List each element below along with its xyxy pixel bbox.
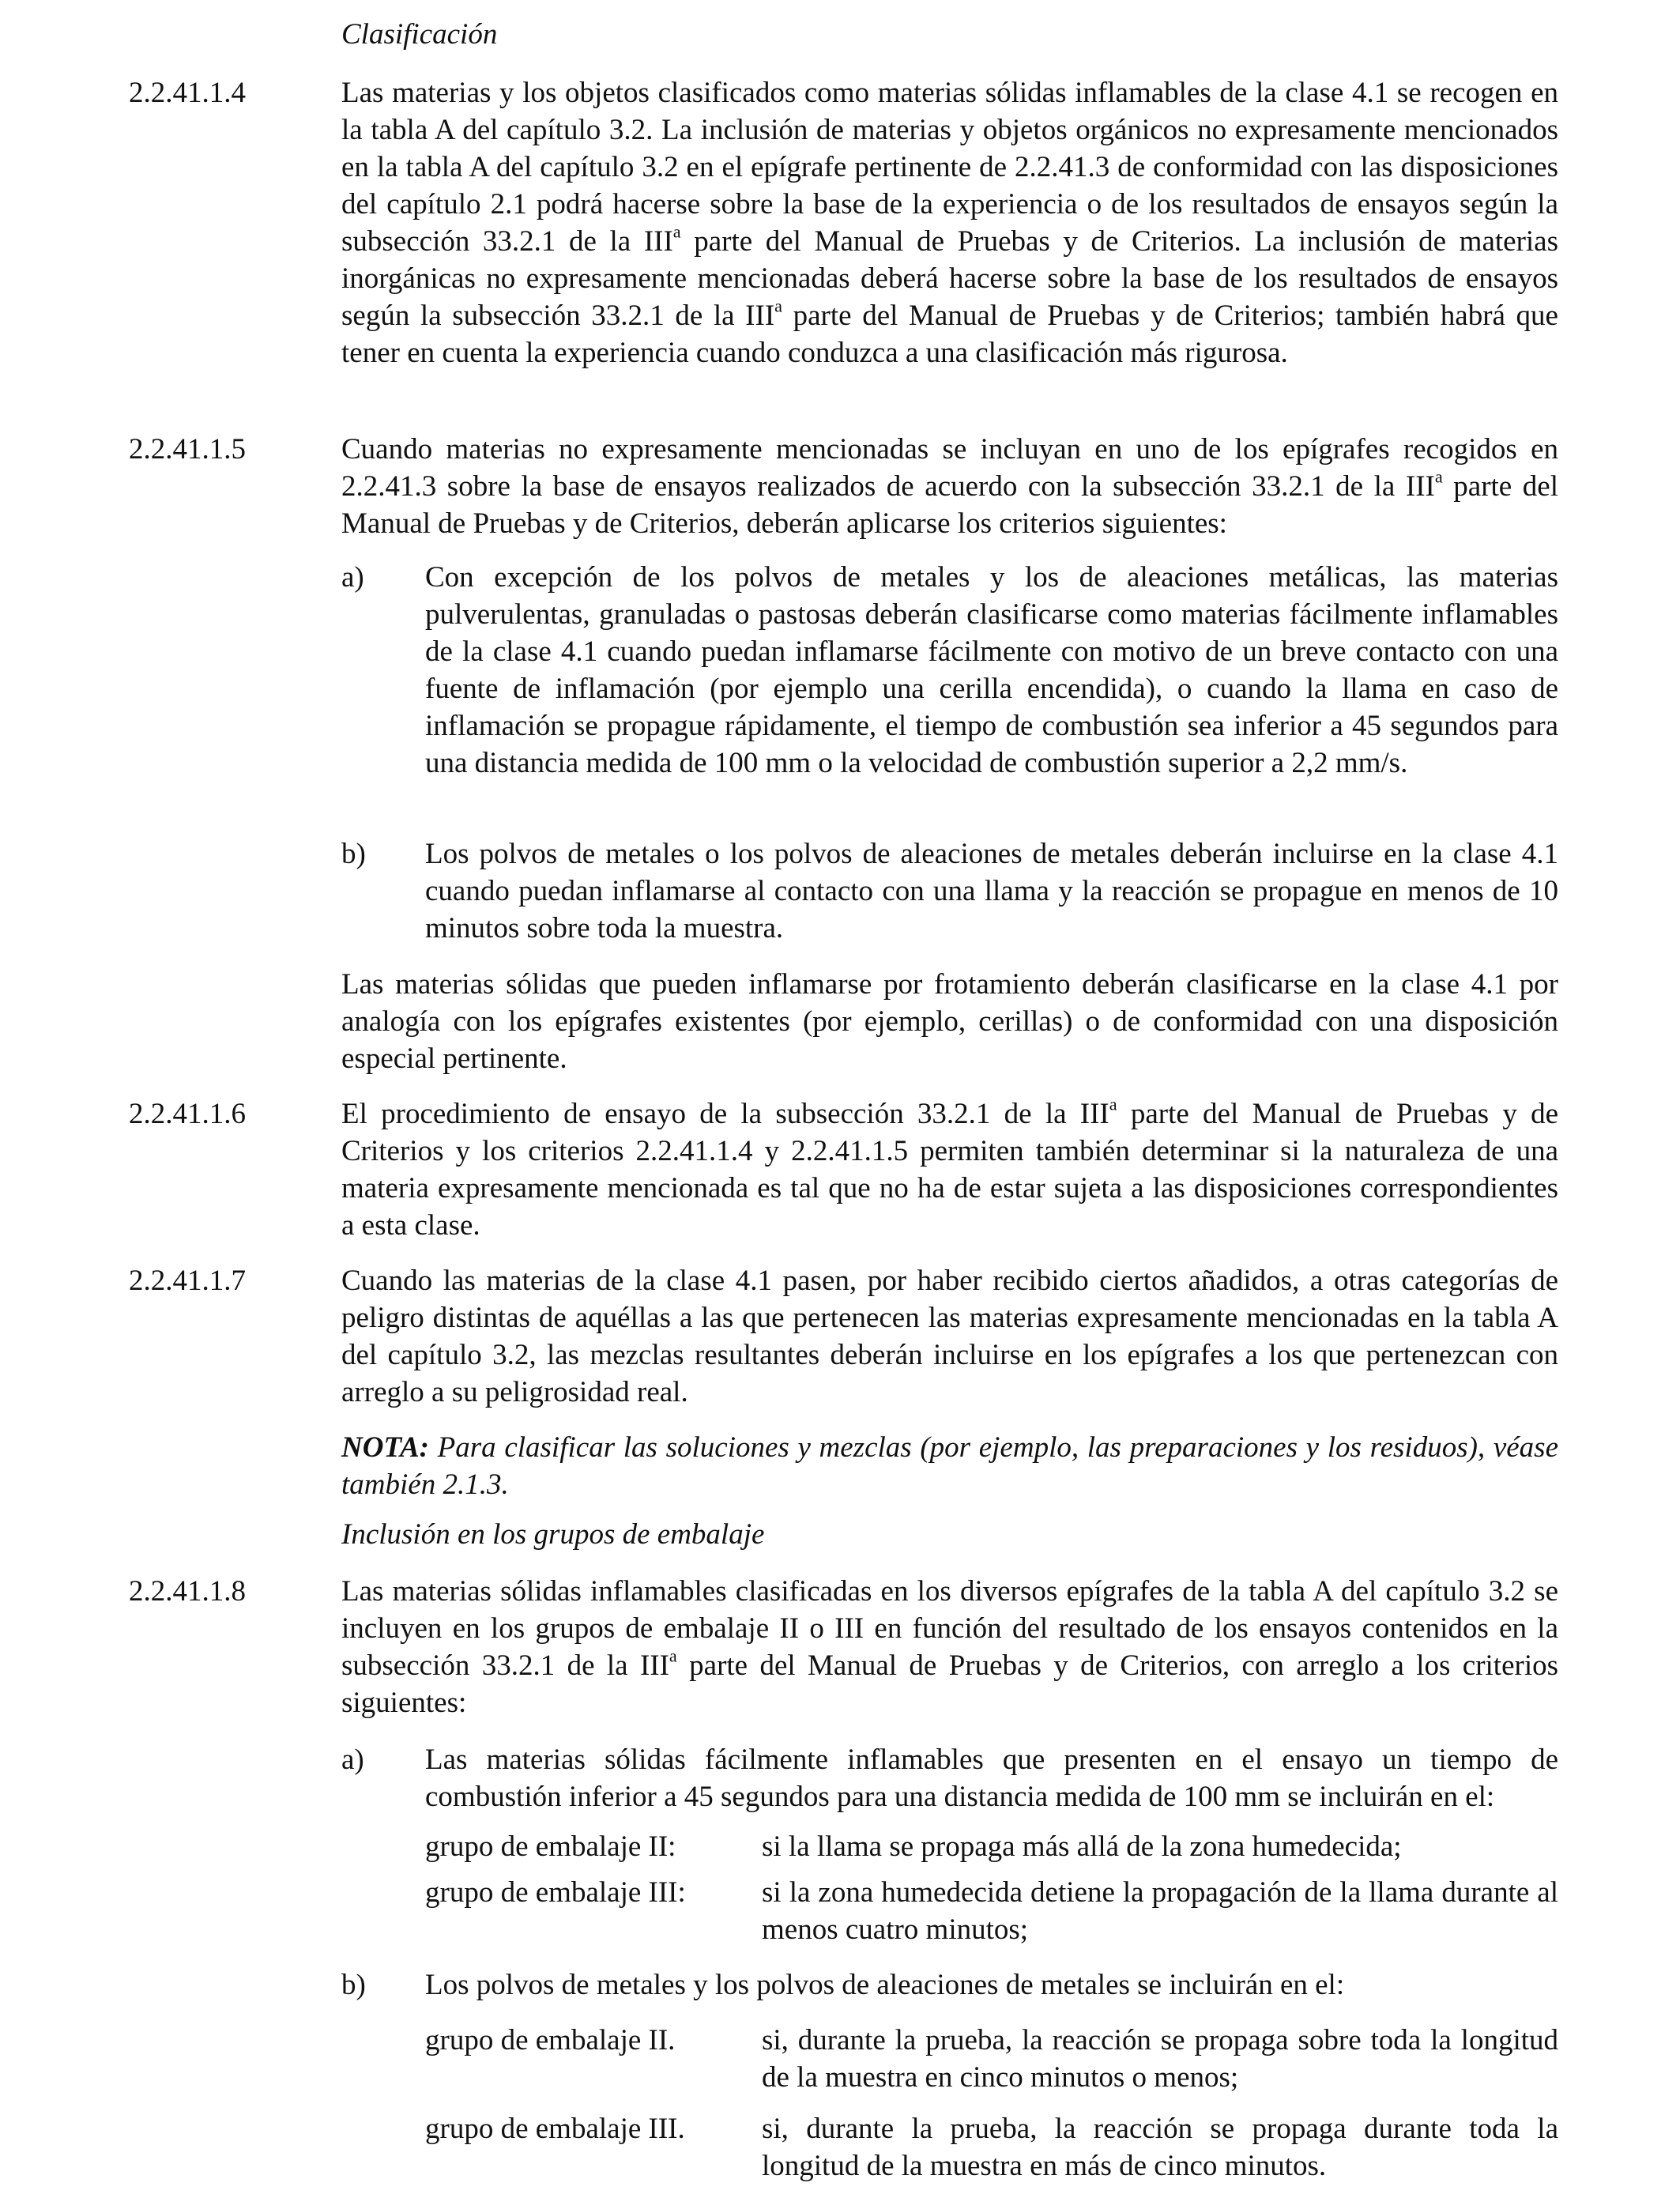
note-label: NOTA: [341, 1431, 429, 1464]
paragraph-number: 2.2.41.1.8 [129, 1575, 246, 1608]
list-text: Las materias sólidas fácilmente inflamables que presenten en el ensayo un tiempo de combustión inferior a 45 segundos para una distancia medida de 100 mm se incluirán en el: [425, 1744, 1558, 1813]
list-label: a) [341, 561, 364, 594]
list-text: Los polvos de metales y los polvos de aleaciones de metales se incluirán en el: [425, 1969, 1345, 2001]
list-label: a) [341, 1744, 364, 1776]
note-text: NOTA: Para clasificar las soluciones y mezclas (por ejemplo, las preparaciones y los residuos), véase también 2.1.3. [341, 1431, 1558, 1501]
paragraph-text: Cuando las materias de la clase 4.1 pasen, por haber recibido ciertos añadidos, a otras categorías de peligro distintas de aquéllas a las que pertenecen las materias expresamente mencionadas en la tabla A del capítulo 3.2, las mezclas resultantes deberán incluirse en los epígrafes a los que pertenezcan con arreglo a su peligrosidad real. [341, 1265, 1558, 1408]
paragraph-text: Las materias sólidas que pueden inflamarse por frotamiento deberán clasificarse en la clase 4.1 por analogía con los epígrafes existentes (por ejemplo, cerillas) o de conformidad con una disposición especial pertinente. [341, 968, 1558, 1075]
paragraph-text: Las materias sólidas inflamables clasificadas en los diversos epígrafes de la tabla A del capítulo 3.2 se incluyen en los grupos de embalaje II o III en función del resultado de los ensayos contenidos en la subsección 33.2.1 de la III$^a$ parte del Manual de Pruebas y de Criterios, con arreglo a los criterios siguientes: [341, 1575, 1558, 1719]
paragraph-number: 2.2.41.1.5 [129, 433, 246, 466]
packing-group-label: grupo de embalaje III: [425, 1876, 686, 1909]
list-text: Con excepción de los polvos de metales y los de aleaciones metálicas, las materias pulverulentas, granuladas o pastosas deberán clasificarse como materias fácilmente inflamables de la clase 4.1 cuando puedan inflamarse fácilmente con motivo de un breve contacto con una fuente de inflamación (por ejemplo una cerilla encendida), o cuando la llama en caso de inflamación se propague rápidamente, el tiempo de combustión sea inferior a 45 segundos para una distancia medida de 100 mm o la velocidad de combustión superior a 2,2 mm/s. [425, 561, 1558, 779]
heading-text: Clasificación [341, 18, 498, 51]
list-label: b) [341, 838, 366, 870]
packing-group-description: si la zona humedecida detiene la propagación de la llama durante al menos cuatro minutos; [762, 1876, 1558, 1946]
heading-text: Inclusión en los grupos de embalaje [341, 1518, 765, 1551]
paragraph-text: Las materias y los objetos clasificados como materias sólidas inflamables de la clase 4.1 se recogen en la tabla A del capítulo 3.2. La inclusión de materias y objetos orgánicos no expresamente mencionados en la tabla A del capítulo 3.2 en el epígrafe pertinente de 2.2.41.3 de conformidad con las disposiciones del capítulo 2.1 podrá hacerse sobre la base de la experiencia o de los resultados de ensayos según la subsección 33.2.1 de la III$^a$ parte del Manual de Pruebas y de Criterios. La inclusión de materias inorgánicas no expresamente mencionadas deberá hacerse sobre la base de los resultados de ensayos según la subsección 33.2.1 de la III$^a$ parte del Manual de Pruebas y de Criterios; también habrá que tener en cuenta la experiencia cuando conduzca a una clasificación más rigurosa. [341, 77, 1558, 369]
paragraph-text: El procedimiento de ensayo de la subsección 33.2.1 de la III$^a$ parte del Manual de Pruebas y de Criterios y los criterios 2.2.41.1.4 y 2.2.41.1.5 permiten también determinar si la naturaleza de una materia expresamente mencionada es tal que no ha de estar sujeta a las disposiciones correspondientes a esta clase. [341, 1094, 1558, 1242]
paragraph-number: 2.2.41.1.7 [129, 1265, 246, 1297]
paragraph-text: Cuando materias no expresamente mencionadas se incluyan en uno de los epígrafes recogidos en 2.2.41.3 sobre la base de ensayos realizados de acuerdo con la subsección 33.2.1 de la III$^a$ parte del Manual de Pruebas y de Criterios, deberán aplicarse los criterios siguientes: [341, 433, 1558, 540]
packing-group-label: grupo de embalaje II. [425, 2024, 676, 2056]
paragraph-number: 2.2.41.1.6 [129, 1098, 246, 1130]
packing-group-description: si, durante la prueba, la reacción se propaga sobre toda la longitud de la muestra en cinco minutos o menos; [762, 2024, 1558, 2094]
packing-group-description: si la llama se propaga más allá de la zona humedecida; [762, 1830, 1402, 1863]
paragraph-number: 2.2.41.1.4 [129, 77, 246, 109]
packing-group-label: grupo de embalaje II: [425, 1830, 676, 1863]
packing-group-description: si, durante la prueba, la reacción se propaga durante toda la longitud de la muestra en más de cinco minutos. [762, 2113, 1558, 2182]
list-text: Los polvos de metales o los polvos de aleaciones de metales deberán incluirse en la clase 4.1 cuando puedan inflamarse al contacto con una llama y la reacción se propague en menos de 10 minutos sobre toda la muestra. [425, 838, 1558, 944]
packing-group-label: grupo de embalaje III. [425, 2113, 685, 2145]
list-label: b) [341, 1969, 366, 2001]
